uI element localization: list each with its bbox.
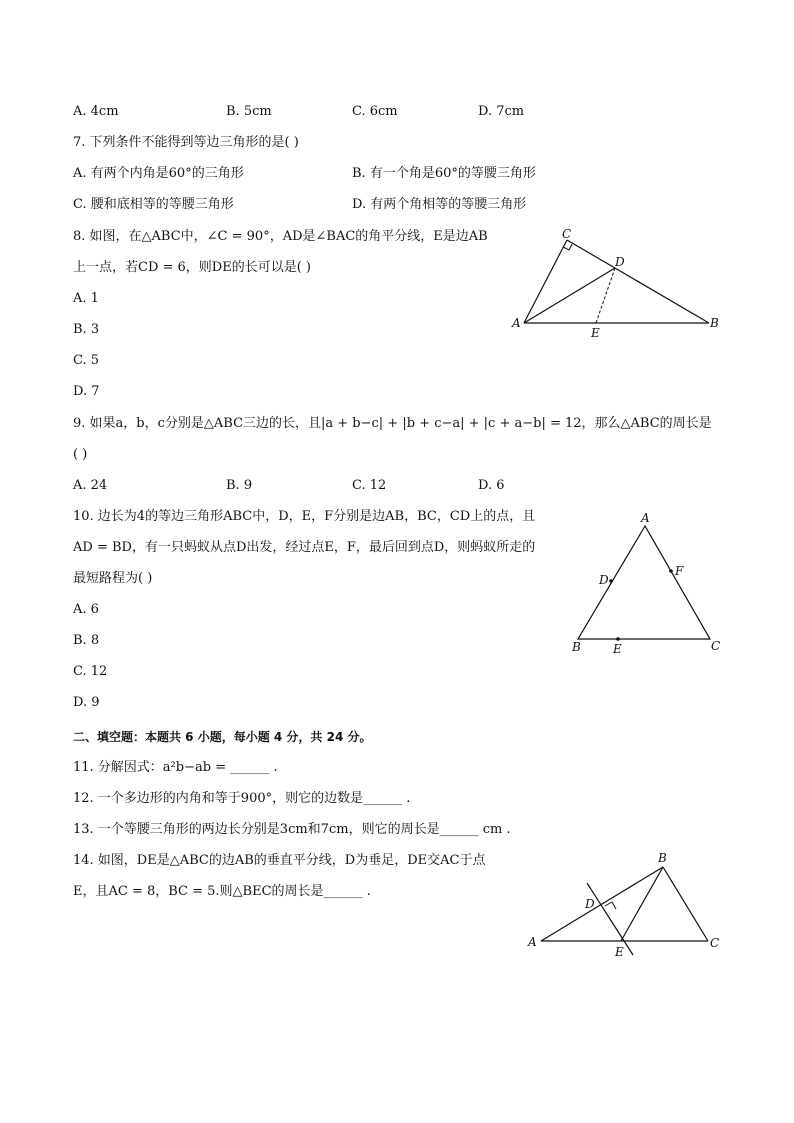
q8-label-b: B (710, 316, 719, 330)
q10-figure (565, 508, 730, 658)
q8-side-cb (567, 240, 709, 323)
q8-label-c: C (562, 227, 572, 241)
q9-stem-line2: ( ) (73, 447, 88, 462)
q14-stem-line2: E，且AC = 8，BC = 5.则△BEC的周长是______ . (73, 884, 371, 899)
q10-option-c: C. 12 (73, 664, 108, 679)
q7-option-c: C. 腰和底相等的等腰三角形 (73, 197, 234, 212)
q6-option-a: A. 4cm (73, 104, 119, 119)
q10-option-a: A. 6 (73, 602, 99, 617)
q14-figure (525, 848, 730, 963)
q11-stem: 11. 分解因式：a²b−ab = ______ . (73, 760, 278, 775)
q10-label-a: A (641, 511, 650, 525)
q7-option-b: B. 有一个角是60°的等腰三角形 (352, 166, 536, 181)
q8-figure (505, 225, 730, 345)
q8-label-d: D (615, 255, 625, 269)
section2-heading: 二、填空题：本题共 6 小题，每小题 4 分，共 24 分。 (73, 730, 372, 744)
q8-label-a: A (512, 316, 521, 330)
q14-side-bc (663, 867, 708, 941)
q10-label-c: C (711, 639, 721, 653)
q14-side-ab (541, 867, 663, 941)
q9-option-a: A. 24 (73, 478, 108, 493)
q9-option-b: B. 9 (226, 478, 253, 493)
q10-triangle-abc (578, 526, 710, 639)
q14-label-d: D (585, 897, 595, 911)
q9-stem-line1: 9. 如果a，b，c分别是△ABC三边的长，且|a + b−c| + |b + c−a| + |c + a−b| = 12，那么△ABC的周长是 (73, 416, 712, 431)
q8-option-c: C. 5 (73, 353, 100, 368)
q7-stem: 7. 下列条件不能得到等边三角形的是( ) (73, 135, 299, 150)
q10-option-b: B. 8 (73, 633, 100, 648)
q8-stem-line2: 上一点，若CD = 6，则DE的长可以是( ) (73, 260, 311, 275)
q6-option-b: B. 5cm (226, 104, 272, 119)
q10-point-d (609, 579, 613, 583)
q14-label-c: C (710, 936, 720, 950)
q14-segment-be (621, 867, 663, 941)
q14-label-b: B (658, 851, 667, 865)
q10-label-e: E (613, 642, 622, 656)
q8-segment-de (596, 268, 615, 323)
q6-option-d: D. 7cm (478, 104, 525, 119)
q14-perpendicular-bisector (587, 883, 633, 955)
q10-stem-line2: AD = BD，有一只蚂蚁从点D出发，经过点E，F，最后回到点D，则蚂蚁所走的 (73, 540, 536, 555)
q9-option-c: C. 12 (352, 478, 387, 493)
q12-stem: 12. 一个多边形的内角和等于900°，则它的边数是______ . (73, 791, 411, 806)
q14-right-angle-mark (605, 902, 616, 909)
q10-point-f (669, 569, 673, 573)
q13-stem: 13. 一个等腰三角形的两边长分别是3cm和7cm，则它的周长是______ cm . (73, 822, 511, 837)
q8-option-d: D. 7 (73, 384, 100, 399)
q10-label-f: F (675, 564, 684, 578)
q14-label-a: A (528, 935, 537, 949)
q7-option-d: D. 有两个角相等的等腰三角形 (352, 197, 527, 212)
q10-stem-line3: 最短路程为( ) (73, 571, 153, 586)
q10-label-b: B (572, 640, 581, 654)
q8-stem-line1: 8. 如图，在△ABC中，∠C = 90°，AD是∠BAC的角平分线，E是边AB (73, 229, 488, 244)
q6-option-c: C. 6cm (352, 104, 398, 119)
q10-stem-line1: 10. 边长为4的等边三角形ABC中，D，E，F分别是边AB，BC，CD上的点，且 (73, 509, 536, 524)
q14-label-e: E (615, 945, 624, 959)
q14-stem-line1: 14. 如图，DE是△ABC的边AB的垂直平分线，D为垂足，DE交AC于点 (73, 853, 486, 868)
q10-point-e (616, 637, 620, 641)
q8-option-a: A. 1 (73, 291, 99, 306)
q9-option-d: D. 6 (478, 478, 505, 493)
q8-option-b: B. 3 (73, 322, 100, 337)
q7-option-a: A. 有两个内角是60°的三角形 (73, 166, 244, 181)
q10-label-d: D (599, 573, 609, 587)
q8-label-e: E (591, 326, 600, 340)
q10-option-d: D. 9 (73, 695, 100, 710)
